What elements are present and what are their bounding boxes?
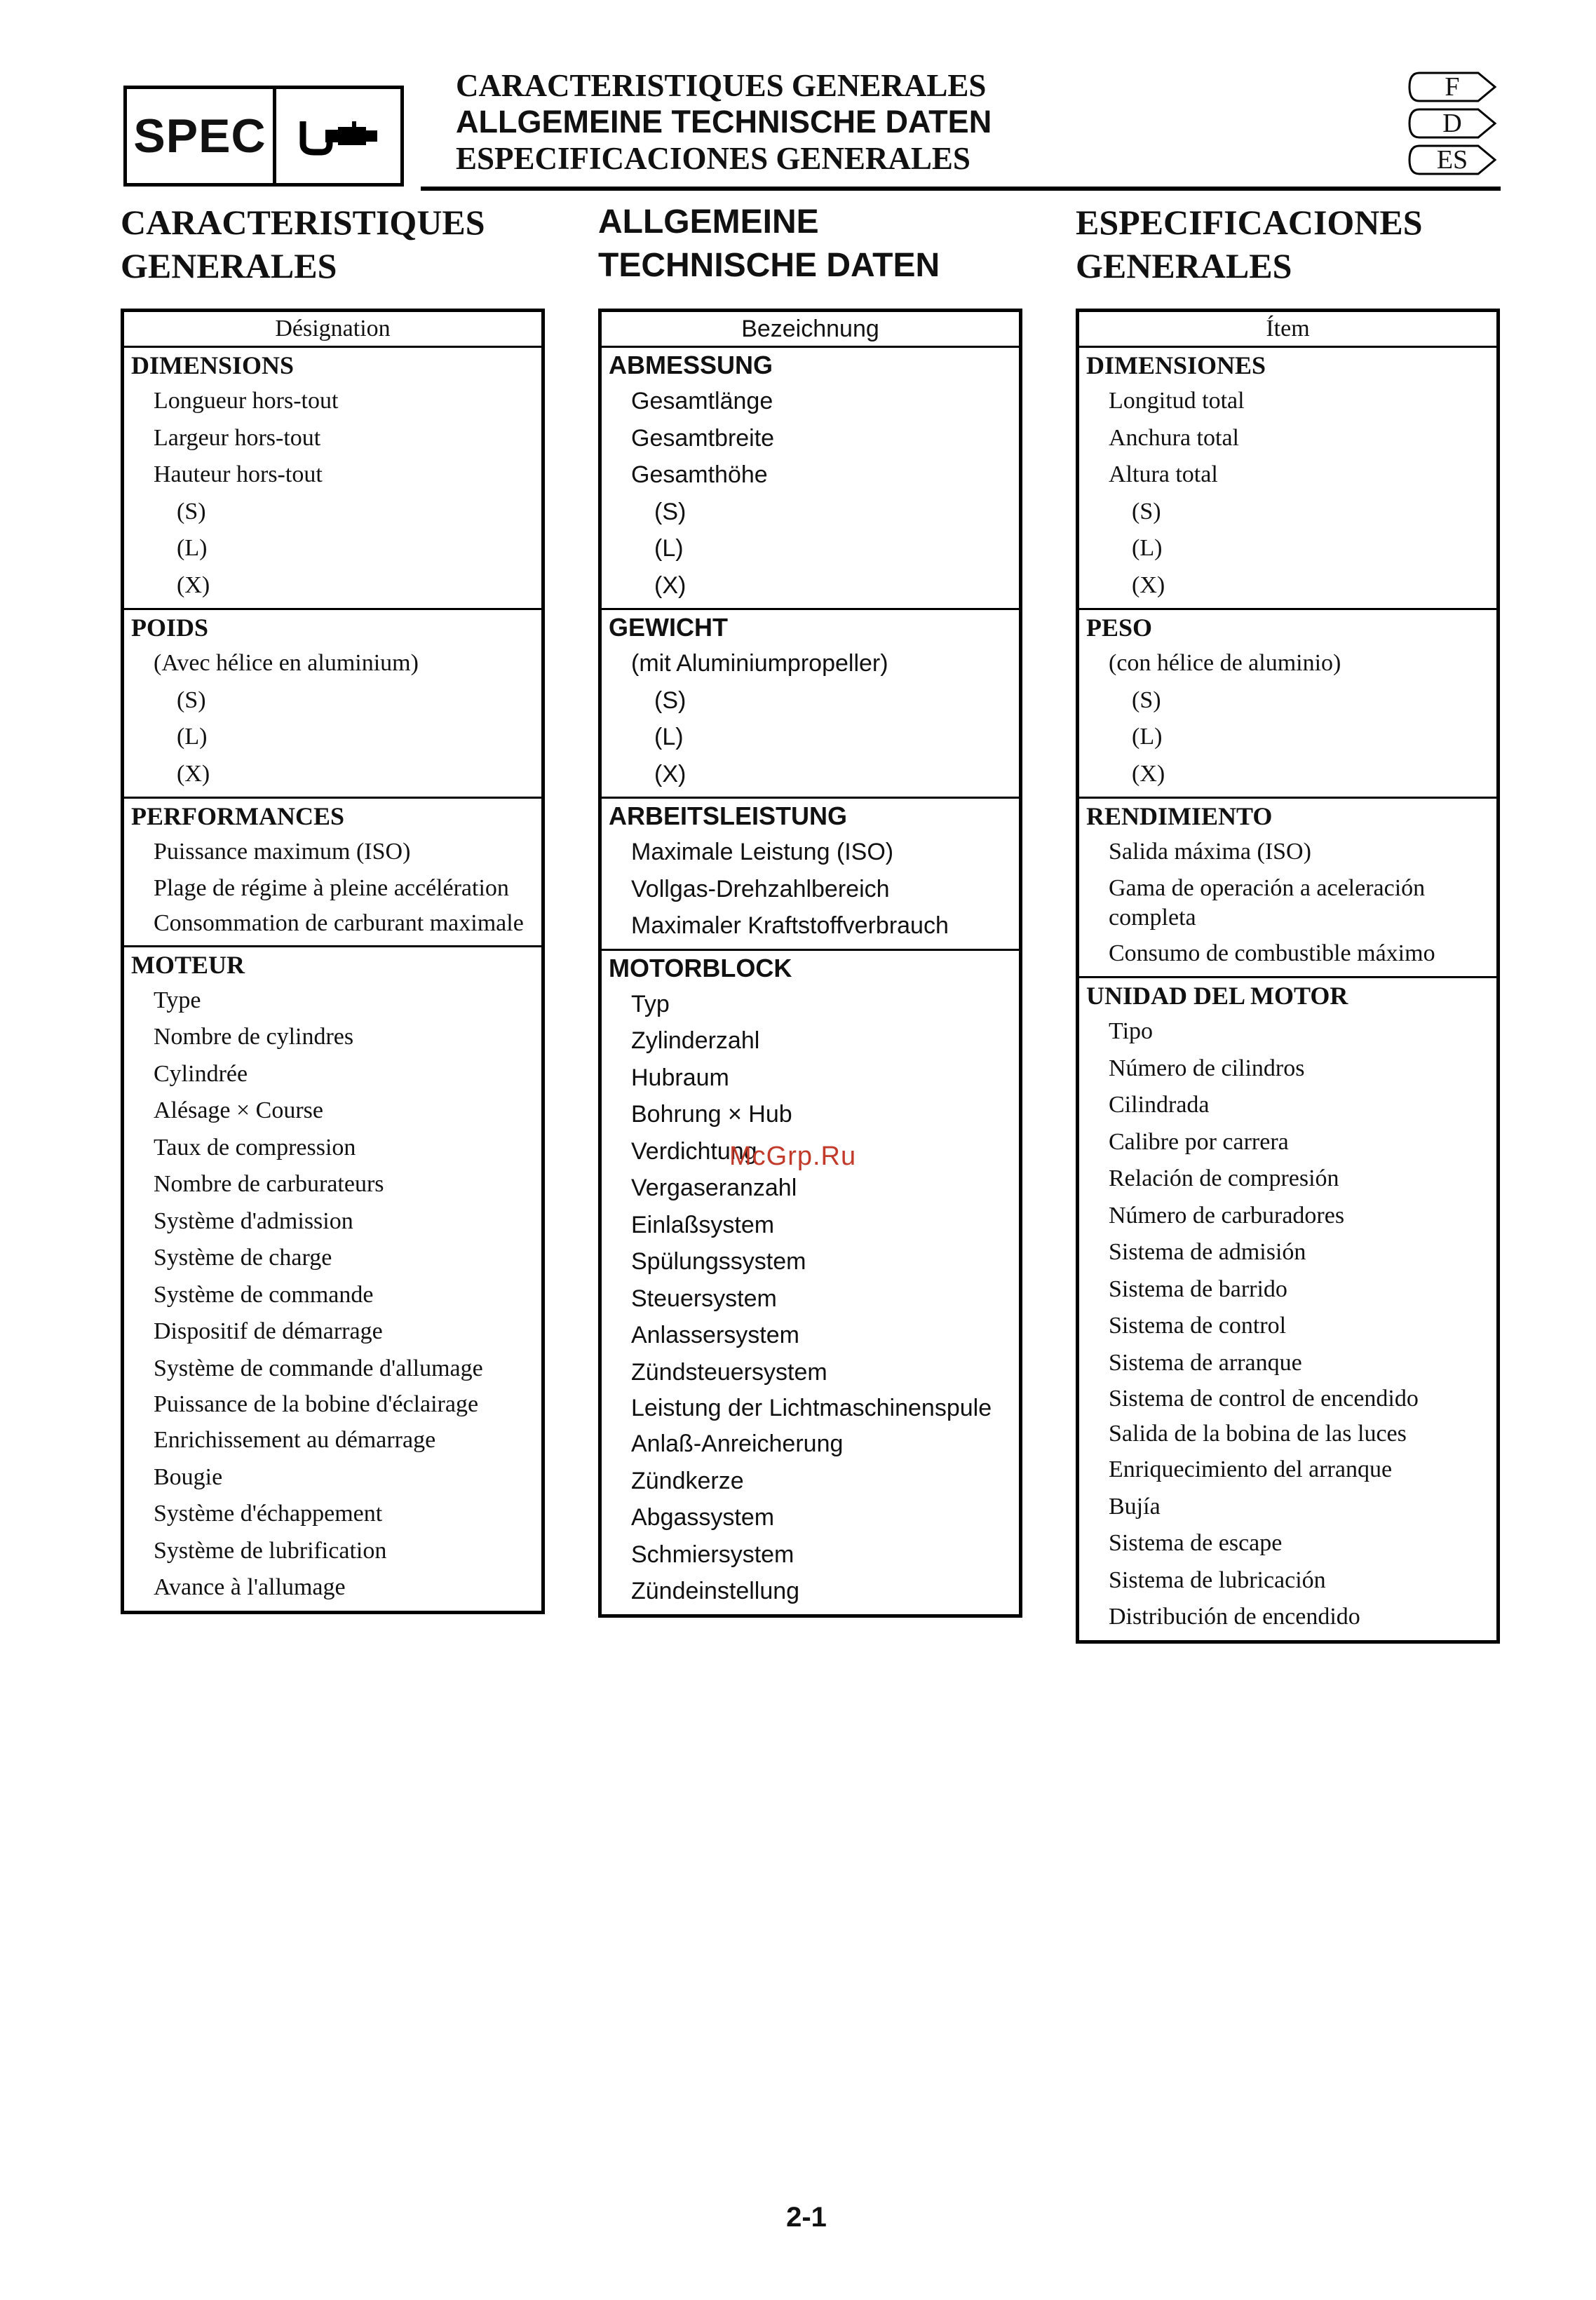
table-row: Alésage × Course (154, 1097, 324, 1123)
table-row: Maximale Leistung (ISO) (631, 839, 894, 865)
table-row: (X) (654, 571, 687, 599)
spec-table (598, 309, 1022, 1618)
table-row: Bohrung × Hub (631, 1101, 792, 1128)
table-row: Longueur hors-tout (154, 388, 339, 414)
table-row: Nombre de cylindres (154, 1024, 354, 1050)
table-row: Enriquecimiento del arranque (1109, 1456, 1393, 1482)
table-section (602, 610, 1019, 799)
table-section (1079, 799, 1496, 978)
table-row: Puissance de la bobine d'éclairage (154, 1391, 479, 1417)
table-row: Anchura total (1109, 424, 1239, 451)
table-row: Sistema de barrido (1109, 1276, 1287, 1302)
table-row: Sistema de escape (1109, 1530, 1283, 1556)
section-heading: GEWICHT (609, 613, 728, 642)
table-row: Calibre por carrera (1109, 1128, 1289, 1155)
table-section (602, 348, 1019, 610)
table-row: Distribución de encendido (1109, 1604, 1360, 1630)
table-row: (L) (654, 535, 684, 562)
table-row: Hubraum (631, 1064, 729, 1091)
table-row: (S) (177, 686, 206, 713)
table-row: Sistema de lubricación (1109, 1567, 1326, 1593)
column-title-line1: ESPECIFICACIONES (1076, 203, 1423, 242)
language-badge-d-label: D (1442, 109, 1462, 138)
column-fr (121, 201, 545, 1614)
table-row: (X) (1132, 760, 1165, 787)
table-row: Bujía (1109, 1493, 1161, 1520)
section-heading: DIMENSIONS (131, 351, 295, 379)
table-row: (X) (177, 571, 210, 598)
table-row: Gesamtbreite (631, 424, 775, 452)
table-row: Gesamthöhe (631, 461, 768, 488)
table-row: Enrichissement au démarrage (154, 1427, 436, 1453)
spec-table (1076, 309, 1500, 1644)
section-heading: MOTORBLOCK (609, 953, 792, 982)
table-row: Zündeinstellung (631, 1578, 800, 1604)
table-row: Puissance maximum (ISO) (154, 839, 411, 865)
table-row: (S) (654, 686, 687, 714)
column-title (598, 201, 1022, 288)
table-row: (S) (177, 498, 206, 525)
table-row: Gesamtlänge (631, 388, 773, 414)
micrometer-icon (276, 89, 400, 183)
table-row: Sistema de arranque (1109, 1349, 1302, 1376)
section-heading: DIMENSIONES (1086, 351, 1266, 379)
table-row: Largeur hors-tout (154, 424, 321, 451)
language-badge-d (1407, 105, 1498, 142)
table-row: (X) (177, 760, 210, 787)
table-row: Système de lubrification (154, 1537, 387, 1564)
section-heading: POIDS (131, 614, 209, 642)
table-row: Vergaseranzahl (631, 1175, 797, 1201)
table-header: Désignation (124, 312, 541, 348)
table-row: Salida de la bobina de las luces (1109, 1421, 1407, 1447)
header-title-es: ESPECIFICACIONES GENERALES (456, 141, 971, 176)
table-row: Typ (631, 990, 670, 1017)
table-row: Anlaß-Anreicherung (631, 1430, 844, 1457)
table-section (1079, 348, 1496, 610)
table-row: Relación de compresión (1109, 1165, 1339, 1191)
table-row: Cilindrada (1109, 1092, 1210, 1118)
spec-table (121, 309, 545, 1614)
table-row: Système d'échappement (154, 1501, 383, 1527)
table-row: (X) (654, 760, 687, 787)
section-heading: PESO (1086, 614, 1153, 642)
table-row: (X) (1132, 571, 1165, 598)
table-sections (602, 348, 1019, 1614)
table-row: Consommation de carburant maximale (154, 909, 524, 936)
language-badges (1407, 69, 1498, 178)
table-row: Plage de régime à pleine accélération (154, 874, 509, 901)
column-title-line2: GENERALES (1076, 246, 1292, 285)
column-de (598, 201, 1022, 1618)
table-sections (124, 348, 541, 1611)
table-section (124, 610, 541, 799)
table-row: (L) (177, 724, 208, 750)
table-row: Einlaßsystem (631, 1211, 775, 1238)
table-row: Longitud total (1109, 388, 1245, 414)
table-row: Zündsteuersystem (631, 1358, 827, 1386)
table-row: Sistema de admisión (1109, 1239, 1306, 1265)
table-row: Système d'admission (154, 1208, 353, 1234)
table-row: Système de commande (154, 1281, 374, 1308)
section-heading: PERFORMANCES (131, 802, 344, 830)
column-title-line1: ALLGEMEINE (598, 203, 819, 241)
table-row: Maximaler Kraftstoffverbrauch (631, 912, 949, 939)
section-heading: ARBEITSLEISTUNG (609, 801, 848, 830)
section-heading: RENDIMIENTO (1086, 802, 1273, 830)
table-row: Système de commande d'allumage (154, 1355, 483, 1381)
language-badge-es-label: ES (1436, 145, 1468, 175)
column-title-line1: CARACTERISTIQUES (121, 203, 485, 242)
table-row: (L) (1132, 724, 1163, 750)
table-row: (L) (177, 535, 208, 561)
table-row: Zylinderzahl (631, 1027, 760, 1054)
table-row: Sistema de control de encendido (1109, 1386, 1419, 1412)
table-section (602, 799, 1019, 951)
table-header: Ítem (1079, 312, 1496, 348)
table-row: (S) (1132, 498, 1161, 525)
table-row: Vollgas-Drehzahlbereich (631, 875, 890, 902)
table-row: Consumo de combustible máximo (1109, 940, 1435, 966)
table-section (602, 951, 1019, 1614)
column-title (121, 201, 545, 288)
table-row: Número de cilindros (1109, 1055, 1305, 1081)
section-heading: MOTEUR (131, 950, 245, 979)
table-row: Tipo (1109, 1018, 1154, 1044)
column-title-line2: GENERALES (121, 246, 337, 285)
table-row: Zündkerze (631, 1467, 744, 1494)
language-badge-es (1407, 142, 1498, 178)
table-row: Bougie (154, 1463, 223, 1490)
table-row: (con hélice de aluminio) (1109, 650, 1341, 676)
spec-label: SPEC (127, 89, 276, 183)
table-section (124, 947, 541, 1611)
table-section (124, 348, 541, 610)
table-row: (L) (654, 724, 684, 750)
watermark: McGrp.Ru (729, 1142, 857, 1171)
table-row: Schmiersystem (631, 1541, 794, 1568)
page-number: 2-1 (786, 2202, 827, 2233)
table-row: (mit Aluminiumpropeller) (631, 650, 888, 677)
table-row: Anlassersystem (631, 1322, 799, 1348)
section-heading: ABMESSUNG (609, 351, 773, 379)
header-title-fr: CARACTERISTIQUES GENERALES (456, 68, 987, 103)
table-row: (S) (1132, 686, 1161, 713)
table-row: Altura total (1109, 461, 1218, 487)
table-row: Système de charge (154, 1245, 332, 1271)
column-title-line2: TECHNISCHE DATEN (598, 247, 940, 284)
table-row: Steuersystem (631, 1285, 777, 1312)
spec-badge (123, 86, 404, 187)
section-heading: UNIDAD DEL MOTOR (1086, 982, 1348, 1010)
table-row: Type (154, 987, 201, 1013)
table-section (1079, 978, 1496, 1640)
column-es (1076, 201, 1500, 1644)
table-row: Nombre de carburateurs (154, 1171, 384, 1197)
table-row: (L) (1132, 535, 1163, 561)
column-title (1076, 201, 1500, 288)
table-row: (Avec hélice en aluminium) (154, 650, 419, 676)
table-row: Cylindrée (154, 1060, 248, 1087)
table-sections (1079, 348, 1496, 1640)
table-row: Gama de operación a aceleración completa (1109, 874, 1426, 931)
table-row: Spülungssystem (631, 1248, 806, 1275)
table-row: Dispositif de démarrage (154, 1318, 383, 1344)
table-row: Número de carburadores (1109, 1202, 1345, 1229)
table-section (124, 799, 541, 947)
header-rule (421, 187, 1501, 191)
table-header: Bezeichnung (602, 312, 1019, 348)
header-title-de: ALLGEMEINE TECHNISCHE DATEN (456, 104, 992, 140)
table-row: Leistung der Lichtmaschinenspule (631, 1395, 992, 1421)
table-row: (S) (654, 498, 687, 525)
table-row: Hauteur hors-tout (154, 461, 323, 487)
table-row: Sistema de control (1109, 1313, 1287, 1339)
table-row: Taux de compression (154, 1134, 356, 1161)
language-badge-f (1407, 69, 1498, 105)
table-row: Avance à l'allumage (154, 1574, 346, 1600)
table-row: Verdichtung (631, 1137, 757, 1165)
table-row: Salida máxima (ISO) (1109, 839, 1311, 865)
language-badge-f-label: F (1445, 72, 1460, 102)
header-titles (456, 67, 992, 177)
table-section (1079, 610, 1496, 799)
table-row: Abgassystem (631, 1504, 775, 1531)
